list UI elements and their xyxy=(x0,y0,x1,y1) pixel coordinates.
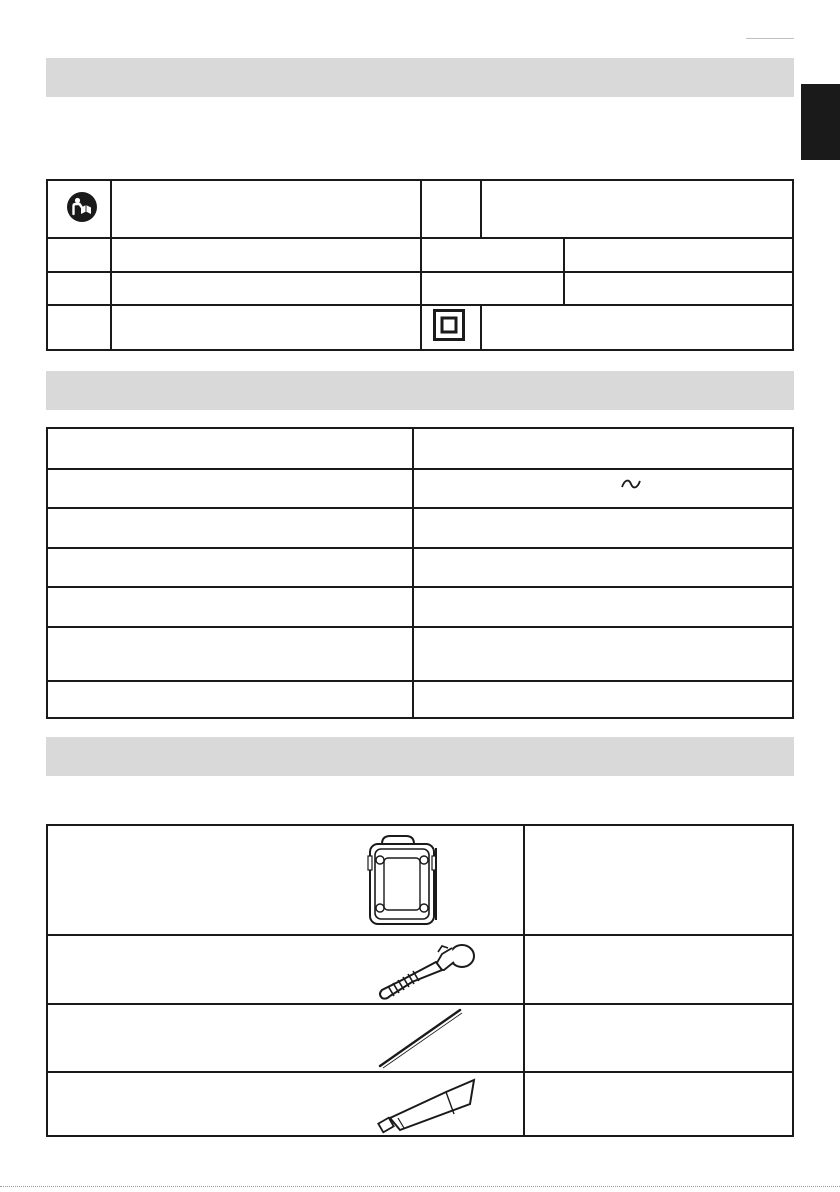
section-header-accessories xyxy=(46,737,794,776)
table-row xyxy=(48,468,792,470)
table-column-divider xyxy=(110,181,112,349)
page-bottom-edge xyxy=(0,1186,840,1187)
language-thumb-tab xyxy=(801,84,840,160)
table-row xyxy=(48,586,792,588)
table-row xyxy=(48,507,792,509)
side-handle-icon xyxy=(372,940,482,1002)
table-column-divider xyxy=(412,429,414,717)
table-row xyxy=(48,934,792,936)
table-row xyxy=(48,680,792,682)
page-header-rule xyxy=(746,38,794,39)
section-header-specifications xyxy=(46,371,794,410)
alternating-current-icon xyxy=(621,478,641,490)
read-manual-icon xyxy=(67,192,97,222)
specifications-table xyxy=(46,427,794,719)
carrying-case-icon xyxy=(360,832,444,928)
table-column-divider xyxy=(563,237,565,304)
table-column-divider xyxy=(480,304,482,349)
depth-gauge-icon xyxy=(374,1006,466,1070)
class-ii-double-insulation-icon xyxy=(433,309,465,341)
grease-tube-icon xyxy=(376,1074,476,1136)
table-row xyxy=(48,547,792,549)
table-column-divider xyxy=(480,181,482,237)
table-row xyxy=(48,626,792,628)
table-row xyxy=(48,1071,792,1073)
table-column-divider xyxy=(523,826,525,1135)
accessories-table xyxy=(46,824,794,1137)
section-header-symbols xyxy=(46,58,794,97)
table-row xyxy=(48,1003,792,1005)
symbols-table xyxy=(46,179,794,351)
table-column-divider xyxy=(420,181,422,349)
